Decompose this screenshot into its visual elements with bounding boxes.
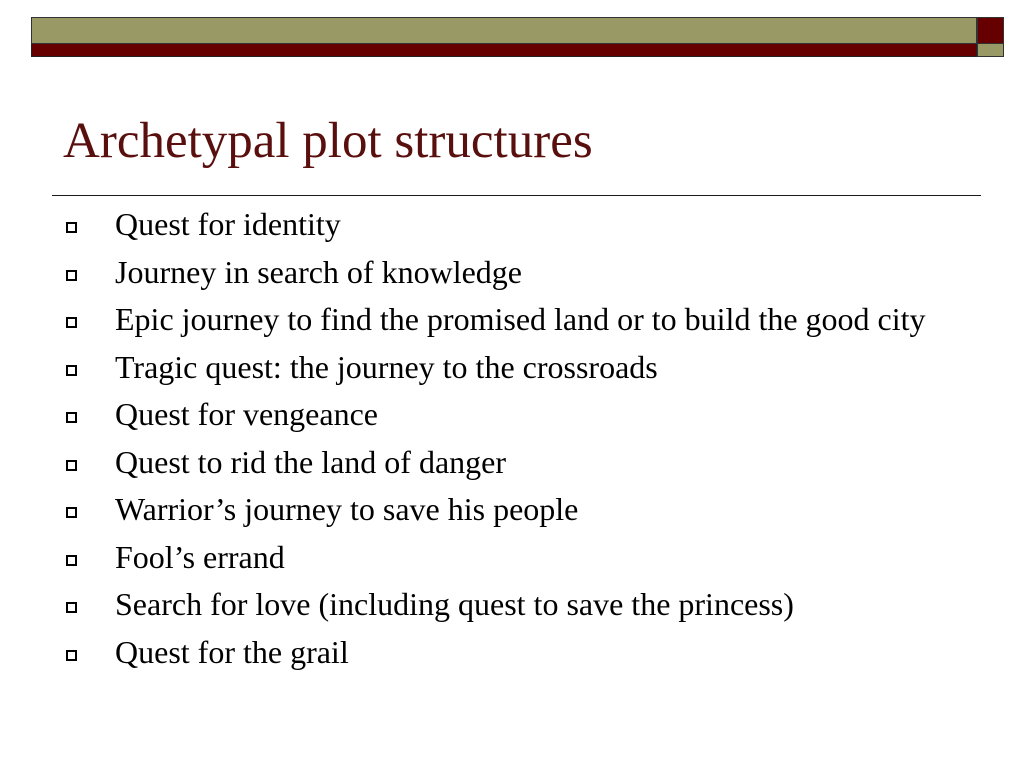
bullet-text: Journey in search of knowledge [115, 253, 522, 290]
hollow-square-icon [66, 460, 77, 471]
list-item [66, 350, 966, 384]
bullet-text: Fool’s errand [115, 538, 285, 575]
list-item [66, 207, 966, 241]
bullet-text: Quest for the grail [115, 633, 349, 670]
list-item [66, 492, 966, 526]
hollow-square-icon [66, 365, 77, 376]
hollow-square-icon [66, 222, 77, 233]
hollow-square-icon [66, 507, 77, 518]
slide-title: Archetypal plot structures [63, 113, 593, 169]
list-item [66, 540, 966, 574]
maroon-stripe [31, 44, 977, 57]
list-item [66, 397, 966, 431]
header-decoration-bar [31, 17, 977, 57]
list-item [66, 255, 966, 289]
hollow-square-icon [66, 602, 77, 613]
bullet-text: Epic journey to find the promised land or to build the good city [115, 301, 926, 337]
bullet-list [66, 207, 966, 669]
hollow-square-icon [66, 555, 77, 566]
hollow-square-icon [66, 317, 77, 328]
corner-square-olive [977, 44, 1004, 57]
bullet-text: Quest to rid the land of danger [115, 443, 506, 480]
hollow-square-icon [66, 650, 77, 661]
list-item [66, 587, 966, 621]
bullet-text: Quest for vengeance [115, 396, 378, 432]
bullet-text: Warrior’s journey to save his people [115, 491, 579, 527]
hollow-square-icon [66, 412, 77, 423]
hollow-square-icon [66, 270, 77, 281]
title-divider [52, 195, 981, 196]
list-item [66, 635, 966, 669]
bullet-text: Quest for identity [115, 206, 341, 242]
list-item [66, 445, 966, 479]
list-item [66, 302, 966, 336]
corner-square-maroon [977, 17, 1004, 44]
bullet-text: Search for love (including quest to save the princess) [115, 586, 794, 622]
bullet-text: Tragic quest: the journey to the crossroads [115, 348, 658, 385]
olive-stripe [31, 17, 977, 44]
